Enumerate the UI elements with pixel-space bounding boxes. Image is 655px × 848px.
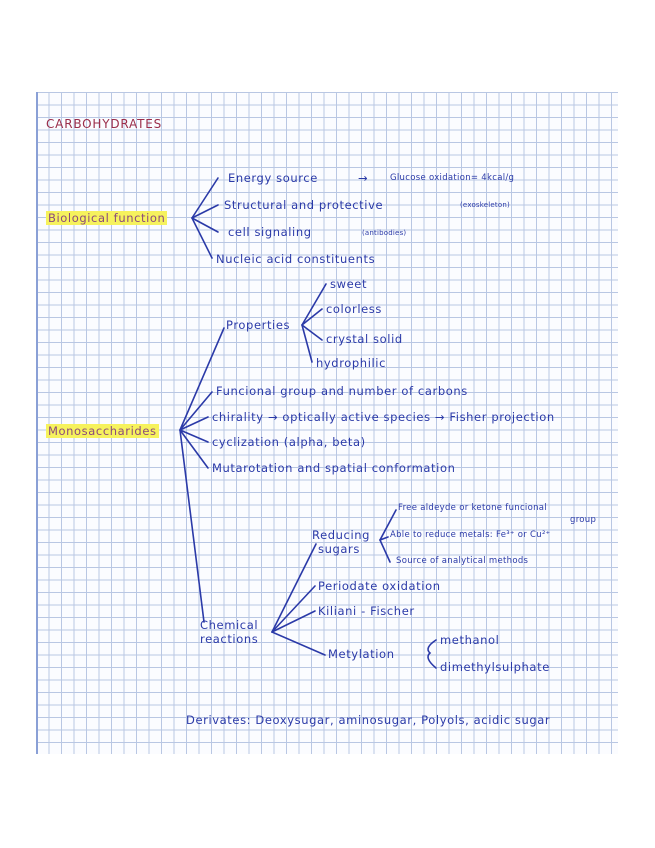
mono-label: Monosaccharides: [48, 424, 157, 438]
bio-item-signaling: cell signaling: [228, 225, 312, 239]
mono-item-funcional: Funcional group and number of carbons: [216, 384, 468, 398]
chemical-label-line2: reactions: [200, 632, 259, 646]
bio-note-signaling: (antibodies): [362, 229, 407, 237]
methylation-dimethylsulphate: dimethylsulphate: [440, 660, 550, 674]
bio-note-structural: (exoskeleton): [460, 201, 510, 209]
reducing-label-line2: sugars: [318, 542, 360, 556]
page-title: CARBOHYDRATES: [46, 117, 163, 131]
bio-item-structural: Structural and protective: [224, 198, 384, 212]
chemical-label-line1: Chemical: [200, 618, 259, 632]
bio-item-energy: Energy source: [228, 171, 318, 185]
bio-label: Biological function: [48, 211, 166, 225]
mono-item-chirality: chirality → optically active species → Fisher projection: [212, 410, 555, 424]
chem-branch-periodate: [272, 586, 315, 632]
reaction-periodate: Periodate oxidation: [318, 579, 441, 593]
mono-branch-1: [180, 392, 212, 430]
reducing-item-metals: Able to reduce metals: Fe³⁺ or Cu²⁺: [390, 530, 551, 540]
reducing-item-analytical: Source of analytical methods: [396, 556, 529, 566]
red-branch-3: [380, 540, 390, 562]
reaction-kiliani: Kiliani - Fischer: [318, 604, 415, 618]
property-sweet: sweet: [330, 277, 368, 291]
property-hydrophilic: hydrophilic: [316, 356, 387, 370]
reducing-item-aldeyde: Free aldeyde or ketone funcional: [398, 503, 547, 513]
reaction-metylation: Metylation: [328, 647, 395, 661]
mono-item-mutarotation: Mutarotation and spatial conformation: [212, 461, 456, 475]
prop-branch-2: [302, 309, 322, 325]
chem-branch-reducing: [272, 544, 316, 632]
bio-note-energy: Glucose oxidation= 4kcal/g: [390, 173, 515, 183]
meth-brace: [428, 640, 436, 668]
chem-branch-metylation: [272, 632, 325, 655]
bio-item-nucleic: Nucleic acid constituents: [216, 252, 376, 266]
property-crystal: crystal solid: [326, 332, 403, 346]
chem-branch-kiliani: [272, 611, 315, 632]
prop-branch-1: [302, 284, 326, 325]
methylation-methanol: methanol: [440, 633, 500, 647]
arrow-icon: →: [358, 171, 369, 185]
mono-item-cyclization: cyclization (alpha, beta): [212, 435, 366, 449]
reducing-group: group: [570, 515, 597, 525]
reducing-label-line1: Reducing: [312, 528, 371, 542]
property-colorless: colorless: [326, 302, 382, 316]
derivates-line: Derivates: Deoxysugar, aminosugar, Polyols, acidic sugar: [186, 713, 551, 727]
properties-label: Properties: [226, 318, 291, 332]
